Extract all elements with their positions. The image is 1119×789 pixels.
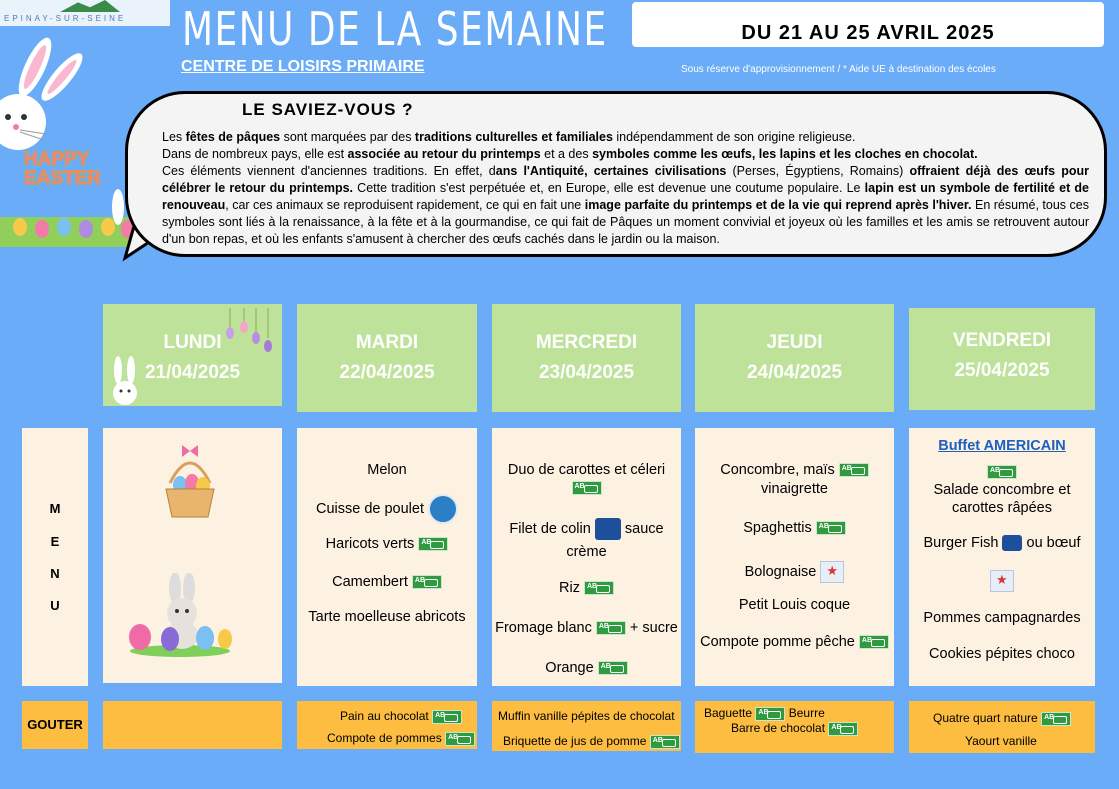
menu-item-badge [492,480,681,496]
gouter-item: Compote de pommes AB [327,731,475,746]
saviez-vous-title: LE SAVIEZ-VOUS ? [242,100,414,119]
menu-item: vinaigrette [761,481,828,497]
menu-item-badge [909,570,1095,592]
day-date: 22/04/2025 [339,362,435,383]
bleu-blanc-coeur-icon [428,494,458,524]
gouter-label-cell [22,701,88,749]
organic-label-icon [432,710,462,724]
menu-cell-vendredi [909,428,1095,686]
day-header-mercredi [492,304,681,412]
buffet-title: Buffet AMERICAIN [938,438,1066,454]
menu-cell-mardi [297,428,477,686]
menu-item: Burger Fish ou bœuf [923,535,1081,551]
gouter-cell-mercredi [492,701,681,751]
bunny-eggs-icon [125,573,235,658]
gouter-item: Briquette de jus de pomme AB [503,734,680,749]
day-name: VENDREDI [952,330,1052,351]
organic-label-icon [839,463,869,477]
easter-basket-icon [160,443,220,521]
menu-item: Tarte moelleuse abricots [308,609,466,625]
saviez-vous-text: Les fêtes de pâques sont marquées par des traditions culturelles et familiales indépendamment de son origine religieuse. Dans de nombreux pays, elle est associée au retour du printemps et a des symboles comme les œufs, les lapins et les cloches en chocolat. Ces éléments viennent d'anciennes traditions. En effet, dans l'Antiquité, certaines civilisations (Perses, Égyptiens, Romains) offraient déjà des œufs pour célébrer le retour du printemps. Cette tradition s'est perpétuée et, en Europe, elle est devenue une coutume populaire. Le lapin est un symbole de fertilité et de renouveau, car ces animaux se reproduisent rapidement, ce qui en fait une image parfaite du printemps et de la vie qui reprend après l'hiver. En résumé, tous ces symboles sont liés à la renaissance, à la fête et à la gourmandise, ce qui fait de Pâques un moment convivial et joyeux où les familles et les amis se retrouvent autour d'un bon repas, et où les enfants s'amusent à chercher des œufs cachés dans le jardin ou la maison. [162,130,1089,246]
hanging-eggs-icon [222,308,276,356]
menu-cell-jeudi [695,428,894,686]
menu-item: crème [566,544,607,560]
day-header-jeudi [695,304,894,412]
page-subtitle: CENTRE DE LOISIRS PRIMAIRE [181,58,425,75]
menu-item: Fromage blanc AB + sucre [492,620,681,636]
organic-label-icon [755,707,785,721]
viande-bovine-francaise-icon [990,570,1014,592]
menu-item: Spaghettis AB [695,520,894,536]
organic-label-icon [572,481,602,495]
day-date: 21/04/2025 [144,362,241,383]
viande-bovine-francaise-icon [820,561,844,583]
menu-item: Riz AB [492,580,681,596]
menu-item-badge [909,464,1095,480]
menu-item: Concombre, maïs AB [695,462,894,478]
day-header-mardi [297,304,477,412]
menu-item: Cuisse de poulet [297,494,477,524]
day-header-vendredi [909,308,1095,410]
organic-label-icon [418,537,448,551]
menu-item: Petit Louis coque [738,597,851,613]
menu-item: Orange AB [492,660,681,676]
gouter-item: Quatre quart nature AB [933,711,1071,726]
happy-easter-text [24,150,101,188]
organic-label-icon [987,465,1017,479]
menu-cell-mercredi [492,428,681,686]
menu-item: carottes râpées [952,500,1052,516]
menu-item: Salade concombre et [933,482,1071,498]
date-range-box [632,2,1104,47]
gouter-item: Barre de chocolat AB [731,721,858,736]
menu-item: Bolognaise ★ [695,561,894,583]
menu-item: Melon [367,462,407,478]
menu-letter: E [50,534,60,549]
organic-label-icon [596,621,626,635]
menu-item: Pommes campagnardes [923,610,1081,626]
menu-item: Cookies pépites choco [929,646,1075,662]
day-date: 24/04/2025 [746,362,843,383]
organic-label-icon [598,661,628,675]
menu-letter: N [50,566,60,581]
mountain-logo-icon [60,0,120,12]
organic-label-icon [650,735,680,749]
day-name: LUNDI [163,332,222,353]
day-name: JEUDI [766,332,823,353]
gouter-item: Baguette AB Beurre [704,706,825,721]
menu-item: Compote pomme pêche AB [695,634,894,650]
gouter-cell-lundi [103,701,282,749]
gouter-item: Pain au chocolat AB [340,709,462,724]
gouter-label: GOUTER [27,717,83,732]
menu-item: Duo de carottes et céleri [507,462,666,478]
menu-letter: M [49,501,61,516]
menu-item: Filet de colin sauce [492,518,681,540]
menu-letter: U [50,598,60,613]
day-name: MERCREDI [535,332,638,353]
day-date: 25/04/2025 [954,360,1050,381]
organic-label-icon [1041,712,1071,726]
organic-label-icon [859,635,889,649]
menu-label-column [22,428,88,686]
logo-text: EPINAY-SUR-SEINE [4,14,127,23]
organic-label-icon [412,575,442,589]
gouter-item: Muffin vanille pépites de chocolat [498,709,675,723]
gouter-item: Yaourt vanille [965,734,1037,748]
organic-label-icon [584,581,614,595]
reserve-note: Sous réserve d'approvisionnement / * Aide UE à destination des écoles [681,64,996,75]
bunny-icon [105,355,145,407]
easter-word: EASTER [24,168,102,189]
msc-label-icon [595,518,621,540]
organic-label-icon [816,521,846,535]
menu-item: Haricots verts AB [297,536,477,552]
gouter-cell-vendredi [909,701,1095,753]
msc-label-icon [1002,535,1022,551]
menu-item: Camembert AB [297,574,477,590]
page-title: MENU DE LA SEMAINE [182,2,608,56]
gouter-cell-jeudi [695,701,894,753]
happy-word: HAPPY [24,149,90,170]
date-range: DU 21 AU 25 AVRIL 2025 [741,22,995,44]
day-date: 23/04/2025 [538,362,635,383]
gouter-cell-mardi [297,701,477,749]
organic-label-icon [445,732,475,746]
organic-label-icon [828,722,858,736]
day-name: MARDI [355,332,419,353]
